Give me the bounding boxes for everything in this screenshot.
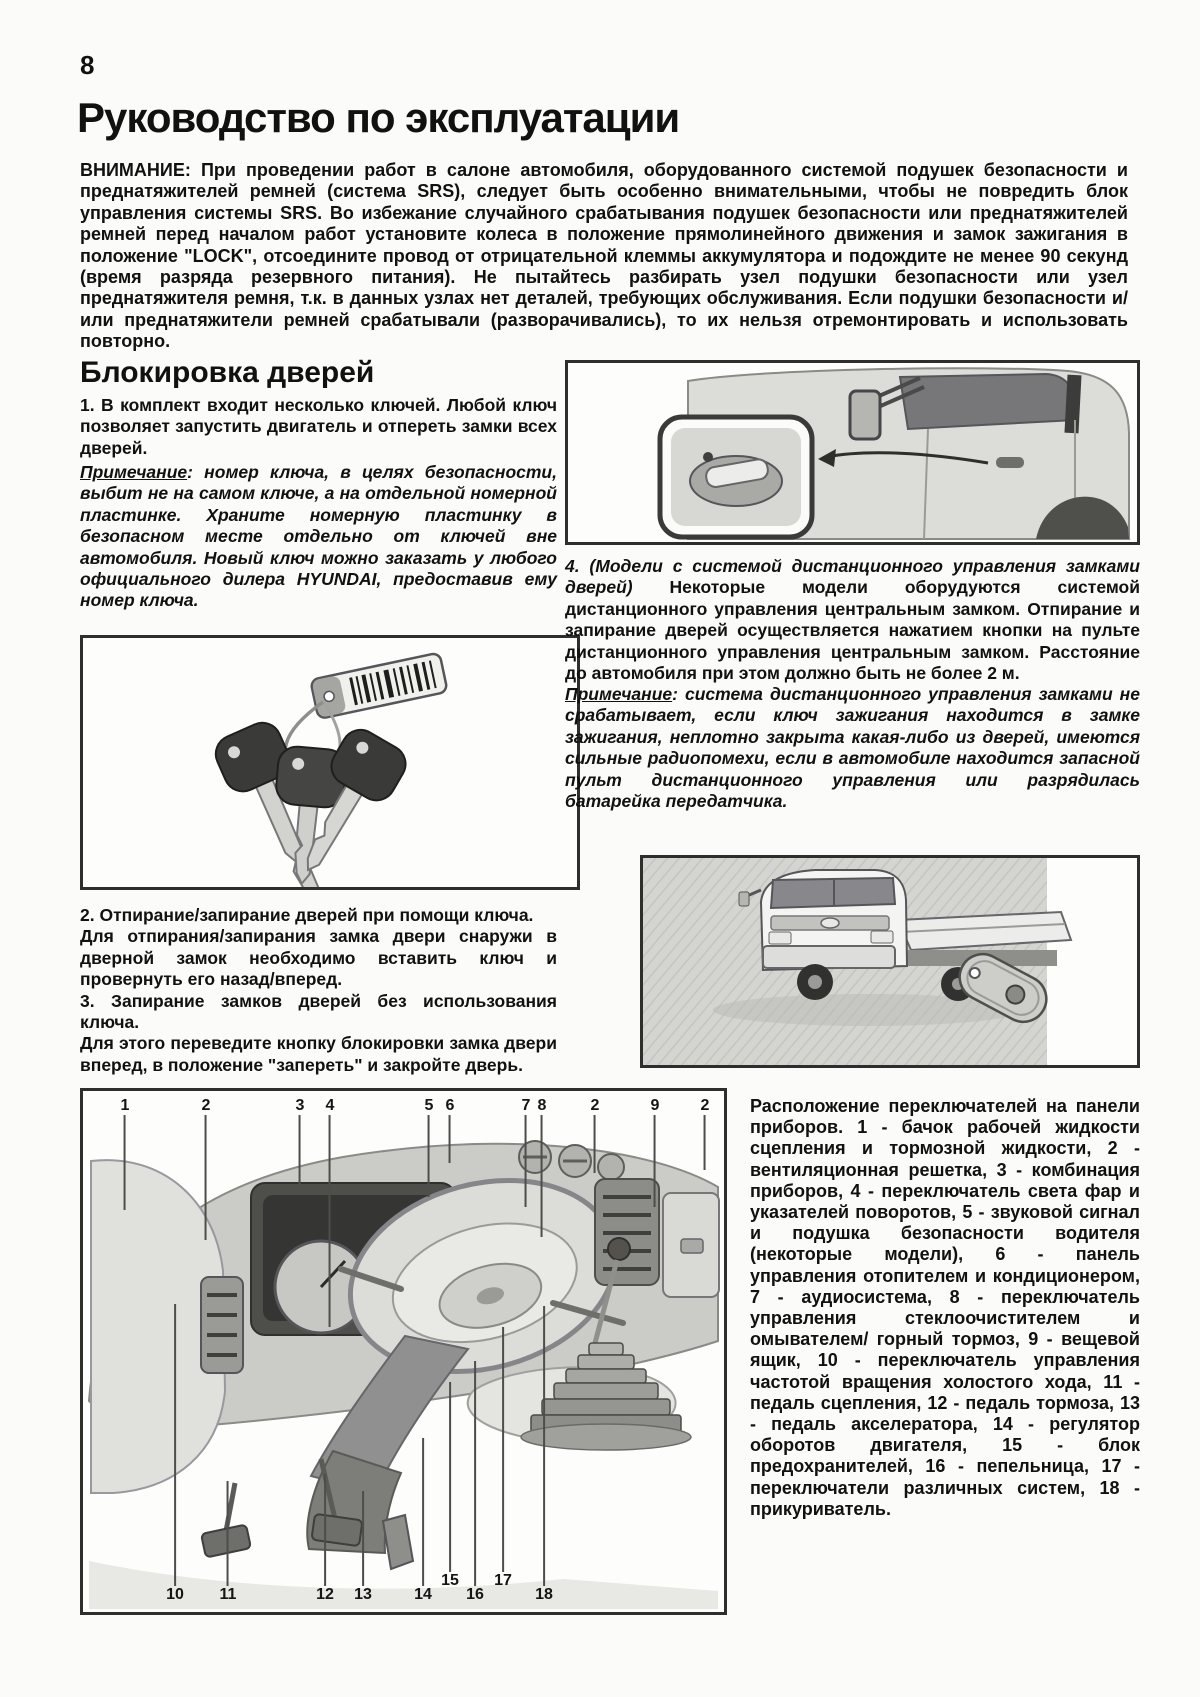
dashboard-callouts-layer	[83, 1091, 724, 1612]
dashboard-callout-1: 1	[121, 1097, 130, 1210]
srs-warning-paragraph: ВНИМАНИЕ: При проведении работ в салоне автомобиля, оборудованного системой подушек безопасности и преднатяжителей ремней (система SRS), следует быть особенно внимательными, чтобы не повредить блок управления системы SRS. Во избежание случайного срабатывания подушек безопасности или преднатяжителей ремней перед началом работ установите колеса в положение прямолинейного движения и замок зажигания в положение "LOCK", отсоедините провод от отрицательной клеммы аккумулятора и подождите не менее 90 секунд (время разряда резервного питания). Не пытайтесь разбирать узел подушки безопасности или узел преднатяжителя ремня, т.к. в данных узлах нет деталей, требующих обслуживания. Если подушки безопасности и/или преднатяжители ремней срабатывали (разворачивались), то их нельзя отремонтировать и использовать повторно.	[80, 160, 1128, 352]
dashboard-figure	[80, 1088, 727, 1615]
item4-body: Некоторые модели оборудуются системой дистанционного управления центральным замком. Отпирание и запирание дверей осуществляется нажатием кнопки на пульте дистанционного управления центральным замком. Расстояние до автомобиля при этом должно быть не более 2 м.	[565, 577, 1140, 684]
door-handle-illustration	[568, 363, 1137, 542]
dashboard-callout-16: 16	[466, 1361, 484, 1604]
note-text: : система дистанционного управления замками не срабатывает, если ключ зажигания находится в замке зажигания, неплотно закрыта какая-либо из дверей, имеются сильные радиопомехи, если в автомобиле находится запасной пульт дистанционного управления или разрядилась батарейка передатчика.	[565, 684, 1140, 812]
note-label: Примечание	[565, 684, 673, 704]
dashboard-callout-11: 11	[220, 1481, 237, 1604]
door-locking-item1: 1. В комплект входит несколько ключей. Любой ключ позволяет запустить двигатель и отпереть замки всех дверей.	[80, 395, 557, 458]
dashboard-callout-5: 5	[425, 1097, 434, 1197]
remote-item4	[565, 556, 1140, 684]
dashboard-callout-10: 10	[166, 1304, 184, 1604]
door-locking-items-2-3	[80, 905, 557, 1076]
cab-window	[900, 374, 1075, 429]
side-mirror	[850, 391, 880, 439]
dashboard-callout-2: 2	[202, 1097, 211, 1240]
dashboard-callout-7: 7	[522, 1097, 531, 1207]
note-text: : номер ключа, в целях безопасности, выбит не на самом ключе, а на отдельной номерной пластинке. Храните номерную пластинку в безопасном месте отдельно от ключей вне автомобиля. Новый ключ можно заказать у любого официального дилера HYUNDAI, предоставив ему номер ключа.	[80, 462, 557, 611]
dashboard-callout-4: 4	[326, 1097, 335, 1327]
dashboard-callout-9: 9	[651, 1097, 660, 1207]
dashboard-caption: Расположение переключателей на панели приборов. 1 - бачок рабочей жидкости сцепления и тормозной жидкости, 2 - вентиляционная решетка, 3 - комбинация приборов, 4 - переключатель света фар и указателей поворотов, 5 - звуковой сигнал и подушка безопасности водителя (некоторые модели), 6 - панель управления отопителем и кондиционером, 7 - аудиосистема, 8 - переключатель управления стеклоочистителем и омывателем/ горный тормоз, 9 - вещевой ящик, 10 - переключатель управления частотой вращения холостого хода, 11 - педаль сцепления, 12 - педаль тормоза, 13 - педаль акселератора, 14 - регулятор оборотов двигателя, 15 - блок предохранителей, 16 - пепельница, 17 - переключатели различных систем, 18 - прикуриватель.	[750, 1096, 1140, 1519]
page-number: 8	[80, 50, 95, 80]
door-handle-small	[996, 457, 1024, 468]
key-set-illustration	[83, 638, 577, 887]
dashboard-callout-12: 12	[316, 1474, 334, 1604]
dashboard-callout-6: 6	[446, 1097, 455, 1163]
lock-knob	[703, 452, 713, 462]
item2-title: 2. Отпирание/запирание дверей при помощи ключа.	[80, 905, 534, 925]
dashboard-callout-13: 13	[354, 1491, 372, 1604]
page-title: Руководство по эксплуатации	[77, 94, 680, 141]
door-handle-inset	[660, 417, 812, 537]
remote-note	[565, 684, 1140, 812]
dashboard-callout-8: 8	[538, 1097, 547, 1237]
key-number-note	[80, 462, 557, 612]
door-handle-figure	[565, 360, 1140, 545]
dashboard-callout-3: 3	[296, 1097, 305, 1187]
section-heading-door-locking: Блокировка дверей	[80, 356, 375, 389]
dashboard-callout-17: 17	[494, 1327, 512, 1590]
dashboard-callout-14: 14	[414, 1438, 432, 1604]
truck-remote-figure	[640, 855, 1140, 1068]
dashboard-callout-18: 18	[535, 1306, 553, 1604]
brand-badge	[821, 918, 839, 928]
item4-lead: 4. (Модели с системой дистанционного управления замками дверей)	[565, 556, 1140, 598]
item3-body: Для этого переведите кнопку блокировки замка двери вперед, в положение "запереть" и закройте дверь.	[80, 1033, 557, 1075]
truck-remote-illustration	[643, 858, 1137, 1065]
dashboard-callout-2: 2	[701, 1097, 710, 1170]
item3-title: 3. Запирание замков дверей без использования ключа.	[80, 990, 557, 1033]
dashboard-callout-2: 2	[591, 1097, 600, 1173]
keys-figure	[80, 635, 580, 890]
dashboard-callout-15: 15	[441, 1382, 459, 1590]
note-label: Примечание	[80, 462, 188, 482]
item2-body: Для отпирания/запирания замка двери снаружи в дверной замок необходимо вставить ключ и провернуть его назад/вперед.	[80, 926, 557, 990]
